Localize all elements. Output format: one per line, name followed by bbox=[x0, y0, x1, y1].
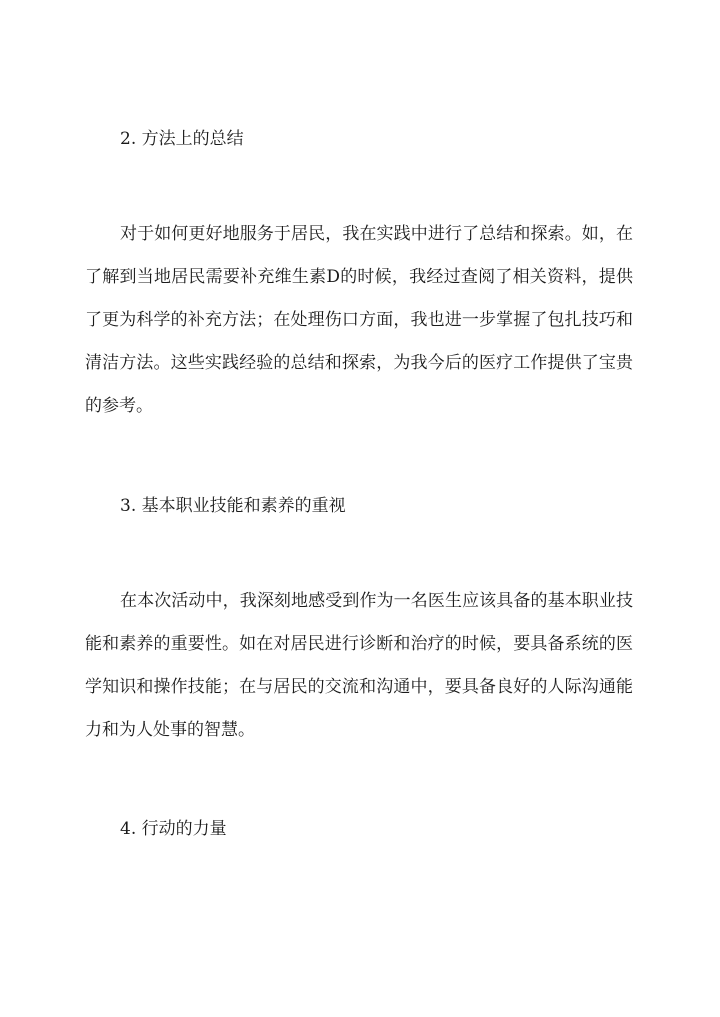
section-body-method-summary: 对于如何更好地服务于居民，我在实践中进行了总结和探索。如，在了解到当地居民需要补充维生素D的时候，我经过查阅了相关资料，提供了更为科学的补充方法；在处理伤口方面，我也进一步掌握了包扎技巧和清洁方法。这些实践经验的总结和探索，为我今后的医疗工作提供了宝贵的参考。 bbox=[85, 224, 633, 416]
section-heading-power-of-action: 4. 行动的力量 bbox=[120, 819, 227, 839]
section-body-professional-skills: 在本次活动中，我深刻地感受到作为一名医生应该具备的基本职业技能和素养的重要性。如在对居民进行诊断和治疗的时候，要具备系统的医学知识和操作技能；在与居民的交流和沟通中，要具备良好的人际沟通能力和为人处事的智慧。 bbox=[85, 591, 633, 740]
section-heading-professional-skills: 3. 基本职业技能和素养的重视 bbox=[120, 496, 346, 516]
section-heading-method-summary: 2. 方法上的总结 bbox=[120, 129, 244, 149]
